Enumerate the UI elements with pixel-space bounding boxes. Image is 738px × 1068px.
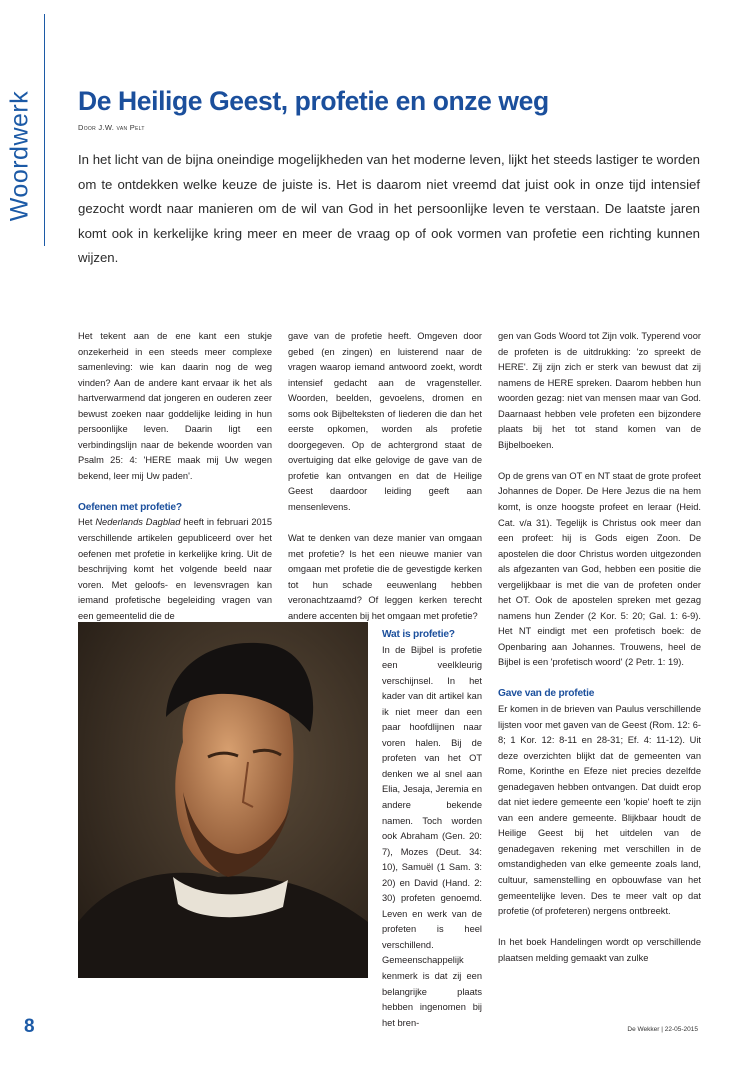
column-1: [78, 329, 272, 624]
col3-paragraph-2: Op de grens van OT en NT staat de grote profeet Johannes de Doper. De Here Jezus die na hem komt, is onze hoogste profeet en leraar (Heid. Cat. v/a 31). Tegelijk is Christus ook meer dan een profeet: hij is Gods eigen Zoon. De apostelen die door Christus worden uitgezonden als afgezanten van God, hebben een positie die vergelijkbaar is met die van de profeten onder het OT. Ook de apostelen spreken met gezag namens hun Zender (2 Kor. 5: 20; Gal. 1: 6-9). Het NT eindigt met een profetisch boek: de Openbaring aan Johannes. Trouwens, heel de Bijbel is een 'profetisch woord' (2 Petr. 1: 19).: [498, 470, 701, 668]
newspaper-name: Nederlands Dagblad: [95, 517, 181, 528]
column-3: [498, 329, 701, 966]
subheading-wat-is-profetie: Wat is profetie?: [382, 629, 455, 640]
col1-p2-text-rest: heeft in februari 2015 verschillende artikelen gepubliceerd over het oefenen met profetie in kerkelijke kring. Uit de beschrijving komt het volgende beeld naar voren. Met geloofs- en levensvragen kan iemand profetische begeleiding vragen van een gemeentelid die de: [78, 517, 273, 621]
col1-paragraph-1: Het tekent aan de ene kant een stukje onzekerheid in een steeds meer complexe samenleving: wie kan daarin nog de weg vinden? Aan de andere kant ervaar ik het als hartverwarmend dat jongeren en ouderen zeer bewust zoeken naar goddelijke leiding in hun persoonlijke leven. Daarin ligt een verbindingslijn naar de bekende woorden van Psalm 25: 4: 'HERE maak mij Uw wegen bekend, leer mij Uw paden'.: [78, 331, 272, 481]
publication-footer: De Wekker | 22-05-2015: [627, 1026, 698, 1033]
col2-paragraph-2: Wat te denken van deze manier van omgaan met profetie? Is het een nieuwe manier van omgaan met profetie die de gevestigde kerken tot hun schade eeuwenlang hebben veronachtzaamd? Of leggen kerken terecht andere accenten bij het omgaan met profetie?: [288, 533, 482, 621]
byline: Door J.W. van Pelt: [78, 123, 145, 132]
col1-paragraph-2: [78, 515, 272, 624]
subheading-oefenen: Oefenen met profetie?: [78, 501, 182, 513]
page-number: 8: [24, 1016, 35, 1037]
column-2b: [382, 627, 482, 1031]
portrait-image: [78, 622, 368, 978]
subheading-gave-van-de-profetie: Gave van de profetie: [498, 688, 595, 700]
side-rule: [44, 14, 45, 246]
col2-paragraph-1: gave van de profetie heeft. Omgeven door gebed (en zingen) en luisterend naar de vragen waarop iemand antwoord zoekt, wordt intensief gedacht aan de vragensteller. Woorden, beelden, gevoelens, dromen en soms ook Bijbelteksten of liederen die dan het eerste opkomen, worden als profetie doorgegeven. Op de achtergrond staat de overtuiging dat elke gelovige de gave van de profetie kan ontvangen en dat de Heilige Geest daardoor leiding geeft aan mensenlevens.: [288, 331, 482, 513]
section-label: [0, 0, 40, 245]
col3-paragraph-1: gen van Gods Woord tot Zijn volk. Typerend voor de profeten is de uitdrukking: 'zo spreekt de HERE'. Zij zijn zich er sterk van bewust dat zij namens de HERE spreken. Daarom hebben hun woorden gezag: niet van mensen maar van God. Daarnaast hebben vele profeten een bijzondere plaats bij het tot stand komen van de Bijbelboeken.: [498, 331, 701, 450]
article-title: De Heilige Geest, profetie en onze weg: [78, 86, 549, 116]
intro-paragraph: In het licht van de bijna oneindige mogelijkheden van het moderne leven, lijkt het steeds lastiger te worden om te ontdekken welke keuze de juiste is. Het is daarom niet vreemd dat juist ook in onze tijd intensief gezocht wordt naar manieren om de wil van God in het persoonlijke leven te verstaan. De laatste jaren komt ook in kerkelijke kring meer en meer de vraag op of ook vormen van profetie een richting kunnen wijzen.: [78, 152, 700, 266]
col3-paragraph-3: Er komen in de brieven van Paulus verschillende lijsten voor met gaven van de Geest (Rom. 12: 6-8; 1 Kor. 12: 8-11 en 28-31; Ef. 4: 11-12). Uit deze overzichten blijkt dat de gemeenten van Rome, Korinthe en Efeze niet precies dezelfde genadegaven hebben ontvangen. Dat duidt erop dat niet iedere gemeente een 'kopie' hoeft te zijn van een andere gemeente. Blijkbaar houdt de Heilige Geest bij het uitdelen van de genadegaven rekening met verschillen in de omstandigheden van elke gemeente zoals land, cultuur, samenstelling en opbouwfase van het gemeentelijke leven. Des te meer valt op dat profetie (of profeteren) nergens ontbreekt.: [498, 703, 701, 917]
col3-paragraph-4: In het boek Handelingen wordt op verschillende plaatsen melding gemaakt van zulke: [498, 937, 701, 963]
col1-p2-text: Het: [78, 517, 96, 528]
col2b-paragraph-1: In de Bijbel is profetie een veelkleurig verschijnsel. In het kader van dit artikel kan ik niet meer dan een paar hoofdlijnen naar voren halen. Bij de profeten van het OT denken we al snel aan Elia, Jesaja, Jeremia en andere bekende namen. Toch worden ook Abraham (Gen. 20: 7), Mozes (Deut. 34: 10), Samuël (1 Sam. 3: 20) en David (Hand. 2: 30) profeten genoemd. Leven en werk van de profeten is heel verschillend. Gemeenschappelijk kenmerk is dat zij een belangrijke plaats hebben ingenomen bij het bren-: [382, 644, 482, 1028]
column-2: [288, 329, 482, 624]
section-label-text: Woordwerk: [5, 90, 34, 222]
portrait-illustration: [78, 622, 368, 978]
